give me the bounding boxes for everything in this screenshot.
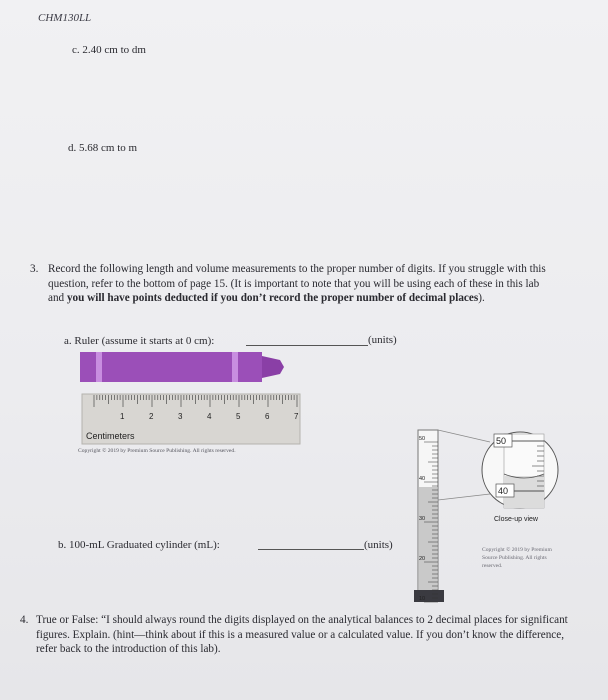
question-3-text-part-1: Record the following length and volume measurements to the proper number of digits. If you struggle with this question, refer to the bottom of page 15. (It is important to note that you will be using each of these in this lab and — [48, 263, 546, 304]
ruler-unit-label: Centimeters — [86, 431, 135, 441]
cylinder-scale-label: 50 — [419, 436, 426, 442]
ruler-tick-label: 5 — [236, 412, 241, 421]
closeup-label-50: 50 — [496, 436, 507, 446]
cylinder-liquid — [419, 487, 437, 595]
cylinder-scale-label: 20 — [419, 556, 426, 562]
closeup-connector-top — [438, 430, 490, 442]
ruler-figure — [80, 350, 306, 450]
question-4-number: 4. — [20, 614, 29, 626]
part-b-units: (units) — [364, 539, 393, 551]
part-a-label: a. Ruler (assume it starts at 0 cm): — [64, 335, 215, 347]
question-4-text: True or False: “I should always round the digits displayed on the analytical balances to 2 decimal places for significant figures. Explain. (hint—think about if this is a measured value or a calculated value. If you don’t know the difference, refer back to the introduction of this lab). — [36, 614, 568, 655]
ruler-tick-label: 3 — [178, 412, 183, 421]
cylinder-scale-label: 40 — [419, 476, 426, 482]
ruler-tick-label: 6 — [265, 412, 270, 421]
closeup-connector-bottom — [438, 494, 490, 500]
part-a-answer-line[interactable] — [246, 345, 368, 346]
question-3-number: 3. — [30, 263, 39, 275]
ruler-copyright: Copyright © 2019 by Premium Source Publishing. All rights reserved. — [78, 448, 236, 454]
question-3-text-part-2: ). — [478, 292, 485, 304]
cylinder-scale-label: 10 — [419, 596, 426, 602]
question-4 — [20, 613, 572, 657]
ruler-tick-label: 4 — [207, 412, 212, 421]
question-3 — [30, 262, 550, 306]
ruler-tick-label: 1 — [120, 412, 125, 421]
cylinder-figure — [408, 420, 578, 610]
part-b-answer-line[interactable] — [258, 549, 364, 550]
ruler-tick-label: 2 — [149, 412, 154, 421]
question-3-bold-warning: you will have points deducted if you don’t record the proper number of decimal places — [66, 292, 479, 304]
question-3-text — [48, 262, 550, 306]
cylinder-copyright: Copyright © 2019 by Premium Source Publishing. All rights reserved. — [482, 547, 552, 570]
item-c-conversion: c. 2.40 cm to dm — [72, 44, 146, 56]
ruler-tick-label: 7 — [294, 412, 299, 421]
course-code: CHM130LL — [38, 12, 92, 24]
cylinder-scale-label: 30 — [419, 516, 426, 522]
closeup-label-40: 40 — [498, 486, 509, 496]
item-d-conversion: d. 5.68 cm to m — [68, 142, 138, 154]
crayon — [80, 352, 284, 382]
closeup-caption: Close-up view — [494, 516, 538, 523]
part-b-label: b. 100-mL Graduated cylinder (mL): — [58, 539, 220, 551]
part-a-units: (units) — [368, 334, 397, 346]
